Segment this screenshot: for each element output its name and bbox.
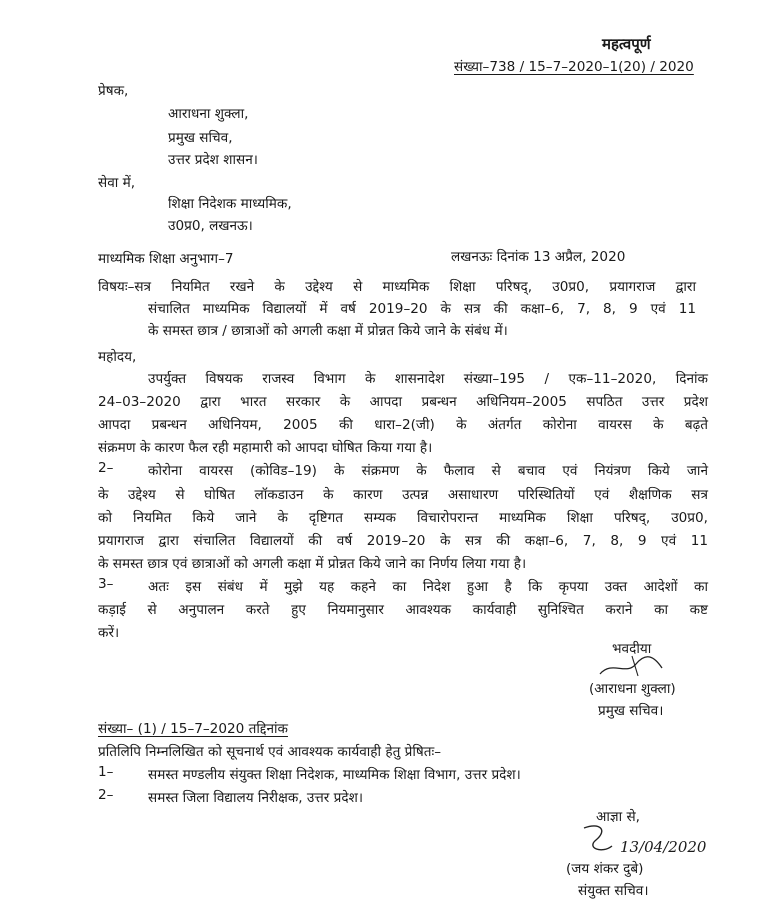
department: माध्यमिक शिक्षा अनुभाग–7: [98, 251, 234, 267]
subject-line-1: विषयः–सत्र नियमित रखने के उद्देश्य से माध्यमिक शिक्षा परिषद्, उ0प्र0, प्रयागराज द्वारा: [98, 279, 696, 295]
sender-office: उत्तर प्रदेश शासन।: [168, 152, 258, 168]
closing-name: (आराधना शुक्ला): [589, 681, 676, 697]
copy-item-2-number: 2–: [98, 787, 114, 803]
para1-line-1: उपर्युक्त विषयक राजस्व विभाग के शासनादेश संख्या–195 / एक–11–2020, दिनांक: [148, 371, 708, 387]
closing-designation: प्रमुख सचिव।: [598, 703, 664, 719]
para2-line-3: को नियमित किये जाने के दृष्टिगत सम्यक विचारोपरान्त माध्यमिक शिक्षा परिषद्, उ0प्र0,: [98, 510, 708, 526]
para1-line-3: आपदा प्रबन्धन अधिनियम, 2005 की धारा–2(जी) के अंतर्गत कोरोना वायरस के बढ़ते: [98, 417, 708, 433]
footer-name: (जय शंकर दुबे): [566, 861, 644, 877]
para2-number: 2–: [98, 460, 114, 476]
copy-item-1-number: 1–: [98, 764, 114, 780]
closing-yours: भवदीया: [612, 641, 652, 657]
para3-line-1: अतः इस संबंध में मुझे यह कहने का निदेश हुआ है कि कृपया उक्त आदेशों का: [148, 579, 708, 595]
subject-line-3: के समस्त छात्र / छात्राओं को अगली कक्षा में प्रोन्नत किये जाने के संबंध में।: [148, 323, 508, 339]
para3-number: 3–: [98, 576, 114, 592]
order-label: आज्ञा से,: [596, 809, 640, 825]
initials-mark: [578, 820, 618, 860]
copy-item-1-text: समस्त मण्डलीय संयुक्त शिक्षा निदेशक, माध्यमिक शिक्षा विभाग, उत्तर प्रदेश।: [148, 767, 521, 783]
recipient-title: शिक्षा निदेशक माध्यमिक,: [168, 196, 292, 212]
para2-line-1: कोरोना वायरस (कोविड–19) के संक्रमण के फैलाव से बचाव एवं नियंत्रण किये जाने: [148, 463, 708, 479]
para2-line-2: के उद्देश्य से घोषित लॉकडाउन के कारण उत्पन्न असाधारण परिस्थितियों एवं शैक्षणिक सत्र: [98, 487, 708, 503]
para1-line-2: 24–03–2020 द्वारा भारत सरकार के आपदा प्रबन्धन अधिनियम–2005 सपठित उत्तर प्रदेश: [98, 394, 708, 410]
recipient-label: सेवा में,: [98, 175, 136, 191]
letter-number: संख्या–738 / 15–7–2020–1(20) / 2020: [454, 59, 694, 75]
para2-line-5: के समस्त छात्र एवं छात्राओं को अगली कक्षा में प्रोन्नत किये जाने का निर्णय लिया गया है।: [98, 556, 527, 572]
sender-label: प्रेषक,: [98, 83, 129, 99]
footer-designation: संयुक्त सचिव।: [578, 883, 649, 899]
letter-date: लखनऊः दिनांक 13 अप्रैल, 2020: [451, 249, 626, 265]
para2-line-4: प्रयागराज द्वारा संचालित विद्यालयों की वर्ष 2019–20 के सत्र की कक्षा–6, 7, 8, 9 एवं 11: [98, 533, 708, 549]
copy-item-2-text: समस्त जिला विद्यालय निरीक्षक, उत्तर प्रदेश।: [148, 790, 363, 806]
sender-designation: प्रमुख सचिव,: [168, 130, 233, 146]
para3-line-3: करें।: [98, 625, 120, 641]
recipient-place: उ0प्र0, लखनऊ।: [168, 218, 253, 234]
subject-line-2: संचालित माध्यमिक विद्यालयों में वर्ष 2019–20 के सत्र की कक्षा–6, 7, 8, 9 एवं 11: [148, 301, 696, 317]
handwritten-date: 13/04/2020: [620, 838, 707, 856]
salutation: महोदय,: [98, 349, 137, 365]
copy-number: संख्या– (1) / 15–7–2020 तद्दिनांक: [98, 721, 288, 737]
importance-label: महत्वपूर्ण: [602, 35, 651, 53]
sender-name: आराधना शुक्ला,: [168, 106, 249, 122]
para3-line-2: कड़ाई से अनुपालन करते हुए नियमानुसार आवश्यक कार्यवाही सुनिश्चित कराने का कष्ट: [98, 602, 708, 618]
copy-intro: प्रतिलिपि निम्नलिखित को सूचनार्थ एवं आवश्यक कार्यवाही हेतु प्रेषितः–: [98, 744, 442, 760]
para1-line-4: संक्रमण के कारण फैल रही महामारी को आपदा घोषित किया गया है।: [98, 440, 433, 456]
signature-mark: [592, 650, 672, 680]
